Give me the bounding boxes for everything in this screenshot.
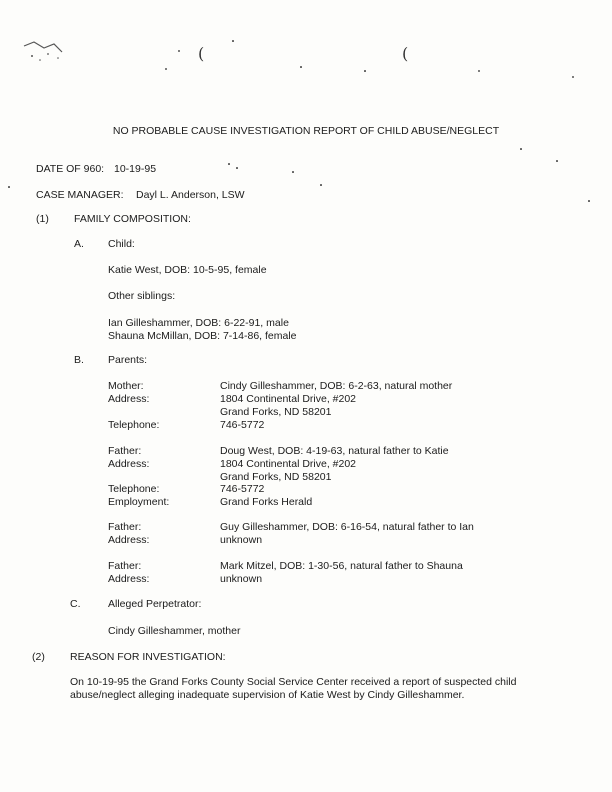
speck (292, 171, 294, 173)
speck (8, 186, 10, 188)
date-label: DATE OF 960: (36, 163, 105, 175)
subsection-letter: A. (74, 238, 84, 250)
field-value: Mark Mitzel, DOB: 1-30-56, natural father to Shauna (220, 560, 463, 572)
case-manager-label: CASE MANAGER: (36, 189, 124, 201)
field-value: Grand Forks, ND 58201 (220, 406, 332, 418)
speck (165, 68, 167, 70)
speck (178, 50, 180, 52)
speck (300, 66, 302, 68)
section-number: (1) (36, 213, 49, 225)
field-label: Address: (108, 534, 150, 546)
field-label: Telephone: (108, 483, 160, 495)
reason-paragraph: On 10-19-95 the Grand Forks County Social Service Center received a report of suspected child abuse/neglect alleging inadequate supervision of Katie West by Cindy Gilleshammer. (70, 676, 517, 701)
subsection-heading: Alleged Perpetrator: (108, 598, 202, 610)
speck (228, 163, 230, 165)
field-label: Address: (108, 573, 150, 585)
field-value: 746-5772 (220, 419, 265, 431)
punch-mark: ( (198, 44, 205, 63)
field-label: Address: (108, 393, 150, 405)
field-label: Father: (108, 521, 142, 533)
field-value: Guy Gilleshammer, DOB: 6-16-54, natural father to Ian (220, 521, 474, 533)
speck (320, 184, 322, 186)
field-value: unknown (220, 534, 263, 546)
field-label: Telephone: (108, 419, 160, 431)
speck (236, 167, 238, 169)
field-label: Address: (108, 458, 150, 470)
child-entry: Katie West, DOB: 10-5-95, female (108, 264, 267, 276)
sibling-entry: Shauna McMillan, DOB: 7-14-86, female (108, 330, 297, 342)
subsection-heading: Child: (108, 238, 135, 250)
speck (478, 70, 480, 72)
field-value: Doug West, DOB: 4-19-63, natural father to Katie (220, 445, 449, 457)
field-value: Grand Forks, ND 58201 (220, 471, 332, 483)
page-title: NO PROBABLE CAUSE INVESTIGATION REPORT OF CHILD ABUSE/NEGLECT (112, 125, 500, 137)
field-value: 1804 Continental Drive, #202 (220, 458, 357, 470)
field-label: Father: (108, 560, 142, 572)
subsection-letter: B. (74, 354, 84, 366)
subsection-heading: Parents: (108, 354, 148, 366)
section-heading: REASON FOR INVESTIGATION: (70, 651, 226, 663)
field-label: Father: (108, 445, 142, 457)
speck (232, 40, 234, 42)
speck (556, 160, 558, 162)
field-value: Cindy Gilleshammer, DOB: 6-2-63, natural mother (220, 380, 453, 392)
case-manager-value: Dayl L. Anderson, LSW (136, 189, 245, 201)
scan-mark-icon (18, 38, 78, 68)
perpetrator-entry: Cindy Gilleshammer, mother (108, 625, 241, 637)
section-heading: FAMILY COMPOSITION: (74, 213, 191, 225)
punch-mark: ( (402, 44, 409, 63)
field-value: Grand Forks Herald (220, 496, 313, 508)
field-value: 746-5772 (220, 483, 265, 495)
section-number: (2) (32, 651, 45, 663)
field-value: unknown (220, 573, 263, 585)
field-label: Employment: (108, 496, 170, 508)
speck (520, 148, 522, 150)
speck (572, 76, 574, 78)
speck (364, 70, 366, 72)
speck (588, 200, 590, 202)
subsection-letter: C. (70, 598, 81, 610)
field-value: 1804 Continental Drive, #202 (220, 393, 357, 405)
field-label: Mother: (108, 380, 144, 392)
date-value: 10-19-95 (114, 163, 157, 175)
sibling-entry: Ian Gilleshammer, DOB: 6-22-91, male (108, 317, 289, 329)
siblings-heading: Other siblings: (108, 290, 176, 302)
